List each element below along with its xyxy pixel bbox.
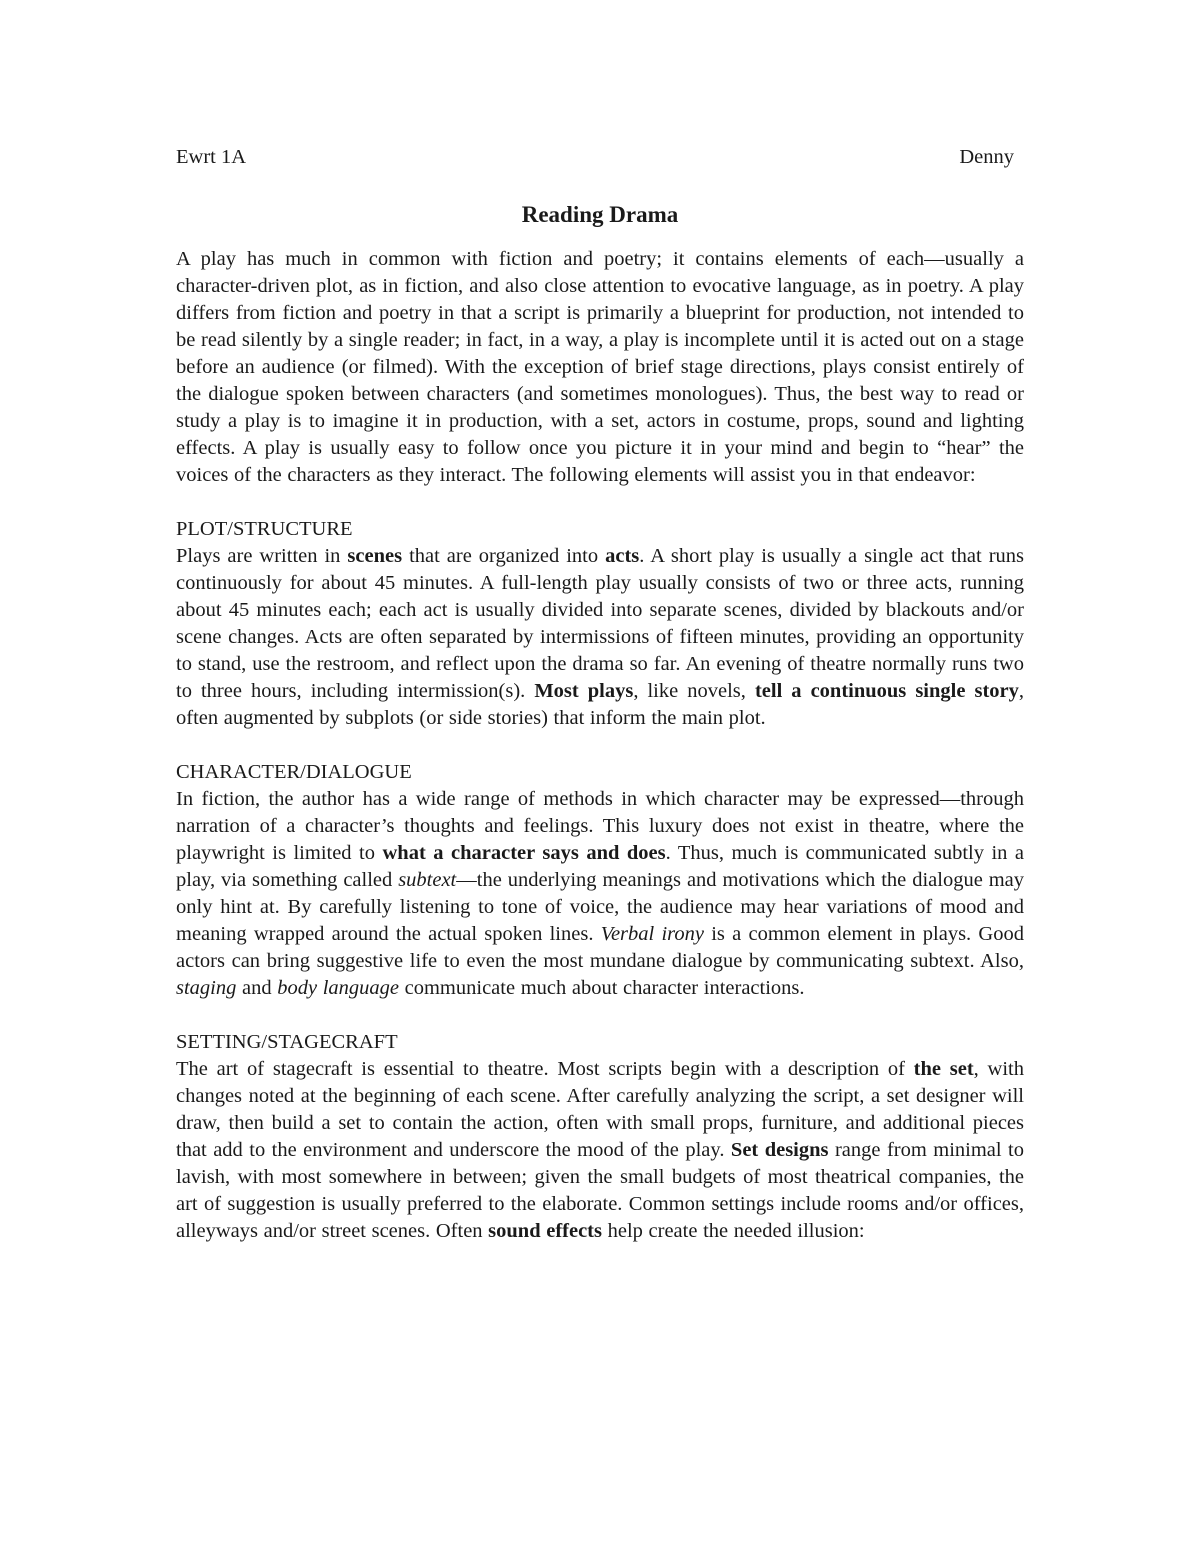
plot-text-5: , often augmented by subplots (or side stories) that inform the main plot. — [176, 680, 1025, 729]
setting-bold-set-designs: Set designs — [730, 1139, 829, 1161]
setting-bold-the-set: the set — [913, 1058, 974, 1080]
plot-bold-acts: acts — [605, 545, 640, 567]
setting-bold-sound-effects: sound effects — [488, 1220, 602, 1242]
setting-heading: SETTING/STAGECRAFT — [176, 1031, 398, 1053]
character-text-1: In fiction, the author has a wide range of methods in which character may be expressed—through narration of a character’s thoughts and feelings. This luxury does not exist in theatre, where the playwright is limited to — [176, 788, 1024, 864]
plot-bold-story: tell a continuous single story — [754, 680, 1019, 702]
character-section — [176, 759, 1024, 1002]
course-label: Ewrt 1A — [176, 146, 247, 168]
setting-text-2: , with changes noted at the beginning of each scene. After carefully analyzing the script, a set designer will draw, then build a set to contain the action, often with small props, furniture, and additional pieces that add to the environment and underscore the mood of the play. — [176, 1058, 1025, 1161]
setting-text-3: range from minimal to lavish, with most somewhere in between; given the small budgets of most theatrical companies, the art of suggestion is usually preferred to the elaborate. Common settings include rooms and/or offices, alleyways and/or street scenes. Often — [176, 1139, 1024, 1242]
character-italic-subtext: subtext — [398, 869, 457, 891]
setting-text-1: The art of stagecraft is essential to theatre. Most scripts begin with a description of — [176, 1058, 914, 1080]
plot-bold-scenes: scenes — [347, 545, 403, 567]
character-text-2: . Thus, much is communicated subtly in a play, via something called — [176, 842, 1024, 891]
character-italic-staging: staging — [176, 977, 237, 999]
plot-section — [176, 516, 1024, 732]
document-title: Reading Drama — [521, 202, 679, 227]
plot-bold-most-plays: Most plays — [534, 680, 634, 702]
plot-text-3: . A short play is usually a single act that runs continuously for about 45 minutes. A full-length play usually consists of two or three acts, running about 45 minutes each; each act is usually divided into separate scenes, divided by blackouts and/or scene changes. Acts are often separated by intermissions of fifteen minutes, providing an opportunity to stand, use the restroom, and reflect upon the drama so far. An evening of theatre normally runs two to three hours, including intermission(s). — [176, 545, 1025, 702]
document-page — [176, 140, 1024, 1245]
plot-text-1: Plays are written in — [176, 545, 348, 567]
setting-text-4: help create the needed illusion: — [601, 1220, 865, 1242]
plot-text-2: that are organized into — [402, 545, 606, 567]
character-text-6: communicate much about character interactions. — [399, 977, 805, 999]
page-header — [176, 142, 1014, 172]
setting-section — [176, 1029, 1024, 1245]
character-paragraph — [176, 786, 1024, 1002]
character-text-4: is a common element in plays. Good actors can bring suggestive life to even the most mundane dialogue by communicating subtext. Also, — [176, 923, 1024, 972]
plot-paragraph — [176, 543, 1024, 732]
character-italic-verbal-irony: Verbal irony — [600, 923, 704, 945]
setting-paragraph — [176, 1056, 1024, 1245]
character-text-3: —the underlying meanings and motivations which the dialogue may only hint at. By carefully listening to tone of voice, the audience may hear variations of mood and meaning wrapped around the actual spoken lines. — [176, 869, 1025, 945]
intro-paragraph: A play has much in common with fiction and poetry; it contains elements of each—usually a character-driven plot, as in fiction, and also close attention to evocative language, as in poetry. A play differs from fiction and poetry in that a script is primarily a blueprint for production, not intended to be read silently by a single reader; in fact, in a way, a play is incomplete until it is acted out on a stage before an audience (or filmed). With the exception of brief stage directions, plays consist entirely of the dialogue spoken between characters (and sometimes monologues). Thus, the best way to read or study a play is to imagine it in production, with a set, actors in costume, props, sound and lighting effects. A play is usually easy to follow once you picture it in your mind and begin to “hear” the voices of the characters as they interact. The following elements will assist you in that endeavor: — [176, 248, 1024, 486]
character-text-5: and — [236, 977, 278, 999]
character-italic-body-language: body language — [277, 977, 400, 999]
plot-heading: PLOT/STRUCTURE — [176, 518, 353, 540]
character-heading: CHARACTER/DIALOGUE — [176, 761, 412, 783]
plot-text-4: , like novels, — [633, 680, 755, 702]
author-name: Denny — [959, 146, 1014, 168]
character-bold-says-does: what a character says and does — [382, 842, 666, 864]
